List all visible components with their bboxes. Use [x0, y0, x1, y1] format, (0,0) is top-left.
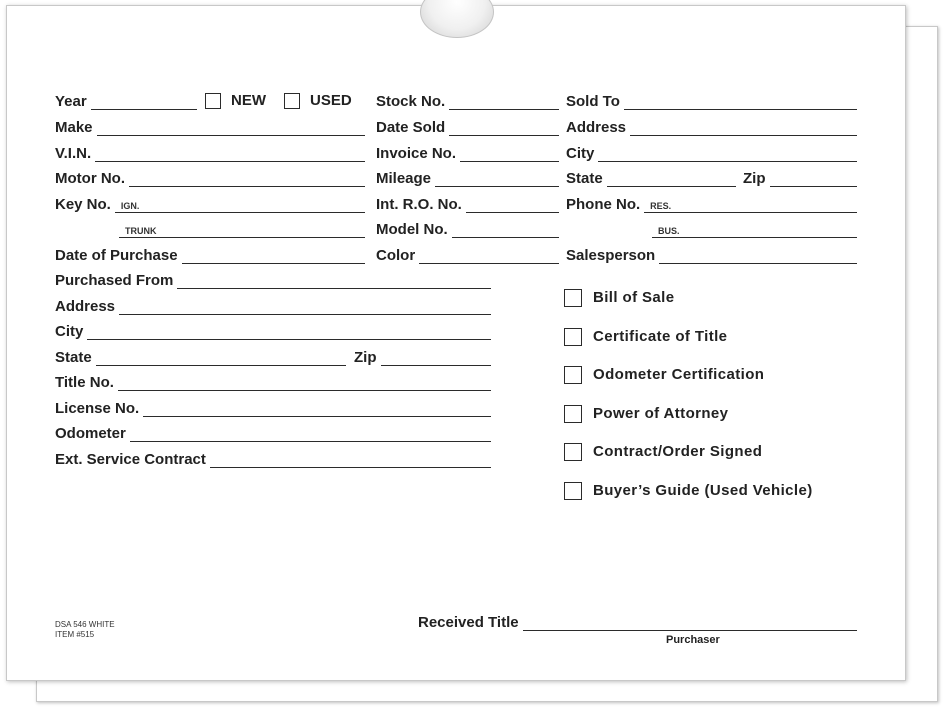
checklist-certificate-of-title[interactable]: Certificate of Title: [564, 327, 727, 347]
buyer-city-field[interactable]: City: [566, 144, 857, 162]
date-sold-line[interactable]: [449, 123, 559, 136]
motor-no-field[interactable]: Motor No.: [55, 169, 365, 187]
source-zip-field[interactable]: Zip: [354, 348, 491, 366]
new-checkbox[interactable]: [205, 93, 221, 109]
power-of-attorney-checkbox[interactable]: [564, 405, 582, 423]
motor-no-line[interactable]: [129, 174, 365, 187]
buyer-address-line[interactable]: [630, 123, 857, 136]
year-field[interactable]: Year: [55, 92, 197, 110]
mileage-field[interactable]: Mileage: [376, 169, 559, 187]
title-no-line[interactable]: [118, 378, 491, 391]
checklist-bill-of-sale[interactable]: Bill of Sale: [564, 288, 675, 308]
checklist-contract-order-signed[interactable]: Contract/Order Signed: [564, 442, 762, 462]
purchaser-caption: Purchaser: [666, 634, 720, 646]
phone-bus-line[interactable]: BUS.: [652, 225, 857, 238]
salesperson-line[interactable]: [659, 251, 857, 264]
ext-service-contract-field[interactable]: Ext. Service Contract: [55, 450, 491, 468]
checklist-power-of-attorney[interactable]: Power of Attorney: [564, 404, 728, 424]
buyer-zip-line[interactable]: [770, 174, 858, 187]
source-address-field[interactable]: Address: [55, 297, 491, 315]
date-of-purchase-field[interactable]: Date of Purchase: [55, 246, 365, 264]
int-ro-no-field[interactable]: Int. R.O. No.: [376, 195, 559, 213]
used-checkbox[interactable]: [284, 93, 300, 109]
buyer-city-line[interactable]: [598, 149, 857, 162]
invoice-no-line[interactable]: [460, 149, 559, 162]
buyer-zip-field[interactable]: Zip: [743, 169, 857, 187]
phone-res-line[interactable]: RES.: [644, 200, 857, 213]
invoice-no-field[interactable]: Invoice No.: [376, 144, 559, 162]
sold-to-field[interactable]: Sold To: [566, 92, 857, 110]
new-option[interactable]: NEW: [205, 92, 266, 110]
ext-service-contract-line[interactable]: [210, 455, 491, 468]
checklist-buyers-guide[interactable]: Buyer’s Guide (Used Vehicle): [564, 481, 813, 501]
source-state-line[interactable]: [96, 353, 346, 366]
stock-no-line[interactable]: [449, 97, 559, 110]
make-field[interactable]: Make: [55, 118, 365, 136]
contract-order-signed-checkbox[interactable]: [564, 443, 582, 461]
key-trunk-line[interactable]: TRUNK: [119, 225, 365, 238]
vin-field[interactable]: V.I.N.: [55, 144, 365, 162]
source-zip-line[interactable]: [381, 353, 492, 366]
form-code: DSA 546 WHITE: [55, 620, 115, 629]
color-field[interactable]: Color: [376, 246, 559, 264]
received-title-signature-line[interactable]: [523, 618, 857, 631]
vin-line[interactable]: [95, 149, 365, 162]
purchased-from-line[interactable]: [177, 276, 491, 289]
certificate-of-title-checkbox[interactable]: [564, 328, 582, 346]
license-no-field[interactable]: License No.: [55, 399, 491, 417]
odometer-certification-checkbox[interactable]: [564, 366, 582, 384]
model-no-line[interactable]: [452, 225, 559, 238]
buyers-guide-checkbox[interactable]: [564, 482, 582, 500]
phone-res-field[interactable]: Phone No. RES.: [566, 195, 857, 213]
date-sold-field[interactable]: Date Sold: [376, 118, 559, 136]
salesperson-field[interactable]: Salesperson: [566, 246, 857, 264]
year-line[interactable]: [91, 97, 197, 110]
form-sheet: [6, 5, 906, 681]
sold-to-line[interactable]: [624, 97, 857, 110]
make-line[interactable]: [97, 123, 365, 136]
source-city-line[interactable]: [87, 327, 491, 340]
stock-no-field[interactable]: Stock No.: [376, 92, 559, 110]
odometer-field[interactable]: Odometer: [55, 424, 491, 442]
buyer-state-field[interactable]: State: [566, 169, 736, 187]
received-title-field[interactable]: Received Title: [418, 613, 857, 631]
source-address-line[interactable]: [119, 302, 491, 315]
license-no-line[interactable]: [143, 404, 491, 417]
source-state-field[interactable]: State: [55, 348, 346, 366]
key-no-ign-field[interactable]: Key No. IGN.: [55, 195, 365, 213]
key-no-trunk-field[interactable]: [119, 220, 365, 238]
source-city-field[interactable]: City: [55, 322, 491, 340]
buyer-state-line[interactable]: [607, 174, 736, 187]
odometer-line[interactable]: [130, 429, 491, 442]
mileage-line[interactable]: [435, 174, 559, 187]
phone-bus-field[interactable]: [652, 220, 857, 238]
purchased-from-field[interactable]: Purchased From: [55, 271, 491, 289]
checklist-odometer-certification[interactable]: Odometer Certification: [564, 365, 764, 385]
int-ro-no-line[interactable]: [466, 200, 559, 213]
item-number: ITEM #515: [55, 630, 95, 639]
used-option[interactable]: USED: [284, 92, 352, 110]
title-no-field[interactable]: Title No.: [55, 373, 491, 391]
color-line[interactable]: [419, 251, 559, 264]
model-no-field[interactable]: Model No.: [376, 220, 559, 238]
date-of-purchase-line[interactable]: [182, 251, 365, 264]
thumb-cut-notch: [420, 0, 494, 38]
buyer-address-field[interactable]: Address: [566, 118, 857, 136]
bill-of-sale-checkbox[interactable]: [564, 289, 582, 307]
key-ign-line[interactable]: IGN.: [115, 200, 365, 213]
